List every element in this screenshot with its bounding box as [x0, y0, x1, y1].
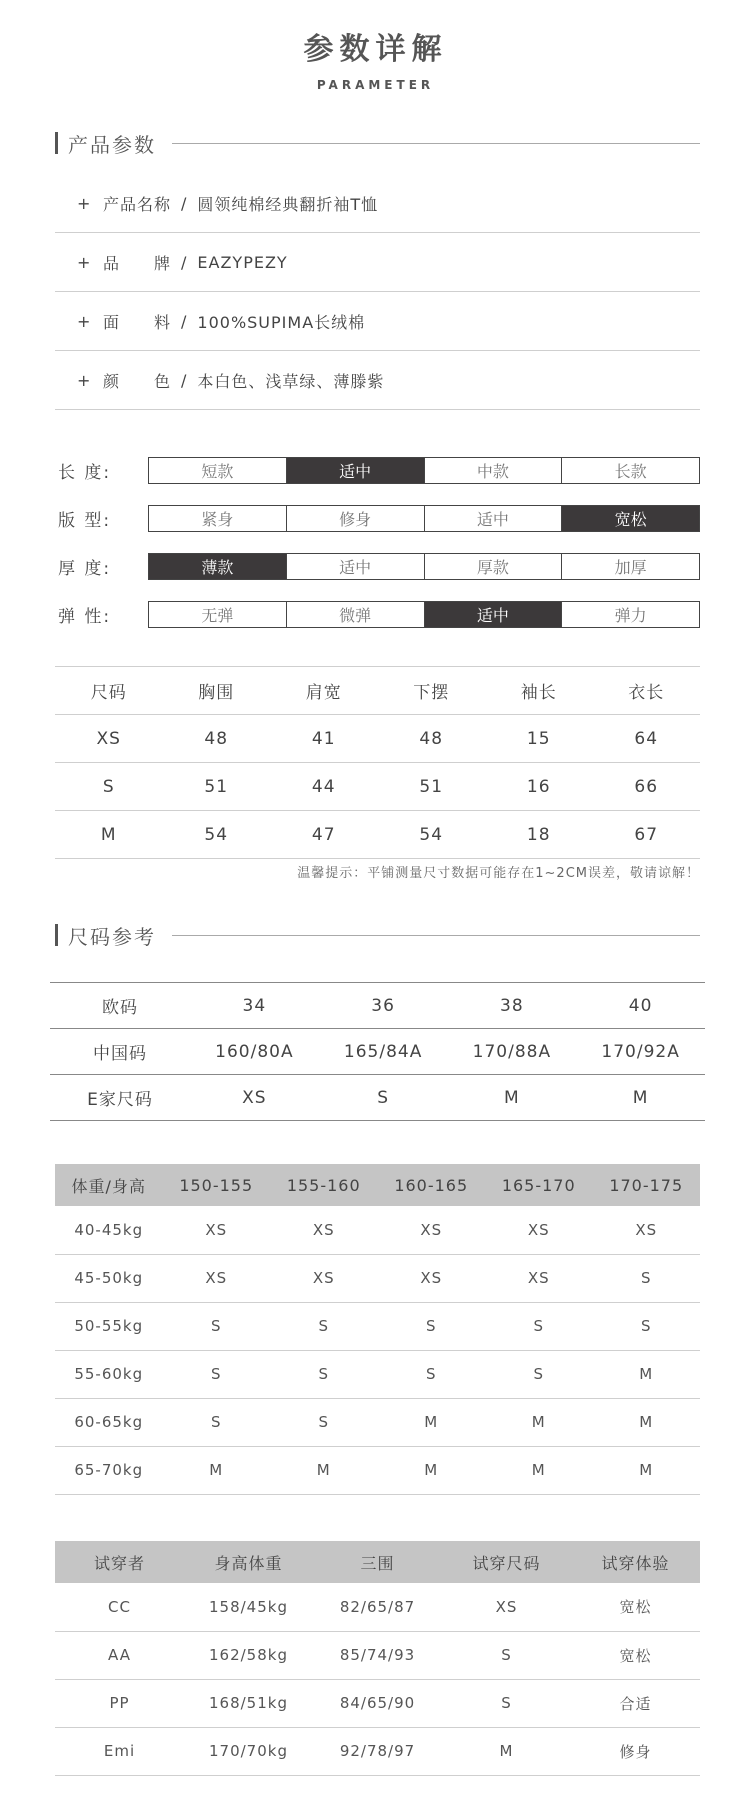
- table-cell: 36: [319, 983, 448, 1029]
- param-key: 颜 色: [103, 371, 172, 391]
- table-cell: 60-65kg: [55, 1398, 163, 1446]
- table-header: 体重/身高: [55, 1164, 163, 1206]
- table-header: 肩宽: [270, 667, 378, 715]
- table-cell: S: [485, 1350, 593, 1398]
- table-cell: 中国码: [50, 1029, 190, 1075]
- spec-option: 紧身: [149, 506, 287, 531]
- table-cell: PP: [55, 1679, 184, 1727]
- table-header-row: [55, 1164, 700, 1206]
- table-row: [55, 1302, 700, 1350]
- param-value: EAZYPEZY: [197, 252, 288, 272]
- table-cell: S: [442, 1631, 571, 1679]
- table-cell: M: [270, 1446, 378, 1494]
- table-cell: 162/58kg: [184, 1631, 313, 1679]
- table-cell: 欧码: [50, 983, 190, 1029]
- table-cell: 160/80A: [190, 1029, 319, 1075]
- table-cell: AA: [55, 1631, 184, 1679]
- table-cell: S: [270, 1350, 378, 1398]
- param-row-fabric: [55, 292, 700, 351]
- spec-option: 适中: [287, 554, 425, 579]
- param-row-brand: [55, 233, 700, 292]
- spec-scales: [58, 446, 700, 638]
- spec-option: 薄款: [149, 554, 287, 579]
- measurement-tip: 温馨提示：平铺测量尺寸数据可能存在1~2CM误差，敬请谅解！: [297, 866, 700, 881]
- param-separator: /: [181, 193, 188, 213]
- table-cell: XS: [163, 1254, 271, 1302]
- table-cell: S: [442, 1679, 571, 1727]
- spec-label: 厚 度:: [58, 558, 112, 579]
- table-cell: M: [593, 1446, 701, 1494]
- table-cell: 47: [270, 811, 378, 859]
- table-cell: S: [593, 1302, 701, 1350]
- table-cell: 84/65/90: [313, 1679, 442, 1727]
- plus-icon: +: [77, 193, 92, 213]
- spec-option: 适中: [287, 458, 425, 483]
- table-cell: XS: [593, 1206, 701, 1254]
- spec-option: 微弹: [287, 602, 425, 627]
- table-cell: XS: [485, 1206, 593, 1254]
- table-cell: Emi: [55, 1727, 184, 1775]
- table-row: [55, 1446, 700, 1494]
- table-cell: 38: [448, 983, 577, 1029]
- spec-option: 加厚: [614, 557, 647, 577]
- table-header: 170-175: [593, 1164, 701, 1206]
- table-cell: 51: [163, 763, 271, 811]
- param-row-color: [55, 351, 700, 410]
- product-section-title: 产品参数: [68, 132, 156, 157]
- table-cell: S: [163, 1302, 271, 1350]
- heading-divider: [172, 935, 700, 936]
- param-value: 本白色、浅草绿、薄滕紫: [197, 371, 385, 391]
- spec-option: 弹力: [614, 605, 647, 625]
- spec-row-fit: [58, 494, 700, 542]
- table-cell: M: [593, 1398, 701, 1446]
- product-param-list: [55, 174, 700, 410]
- table-cell: M: [163, 1446, 271, 1494]
- table-cell: 40-45kg: [55, 1206, 163, 1254]
- table-cell: M: [485, 1398, 593, 1446]
- table-cell: 16: [485, 763, 593, 811]
- param-key: 品 牌: [103, 253, 172, 273]
- table-cell: 165/84A: [319, 1029, 448, 1075]
- table-cell: 55-60kg: [55, 1350, 163, 1398]
- table-header-row: [55, 1541, 700, 1583]
- table-header-row: [55, 667, 700, 715]
- table-header: 袖长: [485, 667, 593, 715]
- table-cell: S: [485, 1302, 593, 1350]
- table-header: 试穿尺码: [442, 1541, 571, 1583]
- spec-options: [148, 553, 700, 580]
- table-cell: M: [576, 1075, 705, 1121]
- table-header: 尺码: [55, 667, 163, 715]
- spec-row-thickness: [58, 542, 700, 590]
- spec-option: 厚款: [425, 554, 563, 579]
- table-cell: 65-70kg: [55, 1446, 163, 1494]
- table-header: 身高体重: [184, 1541, 313, 1583]
- spec-options: [148, 505, 700, 532]
- table-cell: 41: [270, 715, 378, 763]
- table-row: [55, 1631, 700, 1679]
- param-key: 面 料: [103, 312, 172, 332]
- table-cell: S: [378, 1302, 486, 1350]
- table-cell: XS: [190, 1075, 319, 1121]
- param-key: 产品名称: [103, 194, 172, 214]
- reference-section-heading: [55, 920, 700, 950]
- product-section-heading: [55, 128, 700, 158]
- table-cell: M: [448, 1075, 577, 1121]
- table-cell: XS: [163, 1206, 271, 1254]
- table-cell: S: [163, 1398, 271, 1446]
- table-cell: M: [55, 811, 163, 859]
- table-cell: 44: [270, 763, 378, 811]
- table-cell: 85/74/93: [313, 1631, 442, 1679]
- param-separator: /: [181, 370, 188, 390]
- param-value: 圆领纯棉经典翻折袖T恤: [197, 194, 379, 214]
- heading-bar: [55, 132, 58, 154]
- try-on-table: [55, 1541, 700, 1776]
- table-cell: M: [485, 1446, 593, 1494]
- plus-icon: +: [77, 370, 92, 390]
- table-cell: XS: [485, 1254, 593, 1302]
- table-cell: S: [270, 1302, 378, 1350]
- heading-bar: [55, 924, 58, 946]
- table-cell: 34: [190, 983, 319, 1029]
- table-row: [55, 1350, 700, 1398]
- table-cell: S: [55, 763, 163, 811]
- table-row: [55, 811, 700, 859]
- param-separator: /: [181, 252, 188, 272]
- spec-option: 无弹: [149, 602, 287, 627]
- reference-section-title: 尺码参考: [68, 924, 156, 949]
- page-subtitle: PARAMETER: [316, 78, 435, 92]
- table-row: [50, 1075, 705, 1121]
- table-cell: 50-55kg: [55, 1302, 163, 1350]
- param-value: 100%SUPIMA长绒棉: [197, 312, 366, 332]
- table-cell: 48: [378, 715, 486, 763]
- table-cell: 67: [593, 811, 701, 859]
- table-cell: 54: [163, 811, 271, 859]
- table-cell: 15: [485, 715, 593, 763]
- table-cell: 45-50kg: [55, 1254, 163, 1302]
- spec-option: 适中: [425, 602, 563, 627]
- table-cell: E家尺码: [50, 1075, 190, 1121]
- spec-option: 宽松: [562, 506, 699, 531]
- page-title: 参数详解: [303, 32, 448, 67]
- spec-option: 适中: [425, 506, 563, 531]
- table-header: 胸围: [163, 667, 271, 715]
- table-row: [55, 1398, 700, 1446]
- table-cell: 170/70kg: [184, 1727, 313, 1775]
- param-separator: /: [181, 311, 188, 331]
- table-cell: M: [593, 1350, 701, 1398]
- table-cell: CC: [55, 1583, 184, 1631]
- table-cell: XS: [270, 1206, 378, 1254]
- table-header: 165-170: [485, 1164, 593, 1206]
- table-cell: 92/78/97: [313, 1727, 442, 1775]
- table-row: [50, 1029, 705, 1075]
- table-cell: 54: [378, 811, 486, 859]
- table-cell: XS: [378, 1206, 486, 1254]
- table-cell: M: [378, 1398, 486, 1446]
- spec-options: [148, 601, 700, 628]
- table-row: [50, 983, 705, 1029]
- table-cell: 158/45kg: [184, 1583, 313, 1631]
- spec-label: 版 型:: [58, 510, 112, 531]
- table-row: [55, 1727, 700, 1775]
- table-row: [55, 1254, 700, 1302]
- spec-option: 长款: [614, 461, 647, 481]
- size-reference-table: [50, 982, 705, 1121]
- table-header: 三围: [313, 1541, 442, 1583]
- table-cell: 170/92A: [576, 1029, 705, 1075]
- table-cell: 18: [485, 811, 593, 859]
- table-header: 下摆: [378, 667, 486, 715]
- table-header: 160-165: [378, 1164, 486, 1206]
- spec-options: [148, 457, 700, 484]
- table-cell: 66: [593, 763, 701, 811]
- table-header: 155-160: [270, 1164, 378, 1206]
- table-cell: S: [163, 1350, 271, 1398]
- table-header: 衣长: [593, 667, 701, 715]
- table-cell: 170/88A: [448, 1029, 577, 1075]
- spec-row-length: [58, 446, 700, 494]
- table-cell: XS: [442, 1583, 571, 1631]
- plus-icon: +: [77, 252, 92, 272]
- spec-option: 短款: [149, 458, 287, 483]
- table-cell: S: [319, 1075, 448, 1121]
- weight-height-table: [55, 1164, 700, 1495]
- spec-option: 中款: [425, 458, 563, 483]
- table-header: 试穿者: [55, 1541, 184, 1583]
- size-table: [55, 666, 700, 859]
- table-row: [55, 1583, 700, 1631]
- table-cell: XS: [378, 1254, 486, 1302]
- table-cell: 40: [576, 983, 705, 1029]
- table-cell: 64: [593, 715, 701, 763]
- table-cell: 宽松: [571, 1583, 700, 1631]
- plus-icon: +: [77, 311, 92, 331]
- spec-row-elasticity: [58, 590, 700, 638]
- table-row: [55, 763, 700, 811]
- spec-label: 弹 性:: [58, 606, 112, 627]
- table-row: [55, 1206, 700, 1254]
- table-cell: XS: [55, 715, 163, 763]
- table-cell: S: [270, 1398, 378, 1446]
- table-header: 150-155: [163, 1164, 271, 1206]
- table-cell: 合适: [571, 1679, 700, 1727]
- table-cell: 宽松: [571, 1631, 700, 1679]
- table-cell: M: [442, 1727, 571, 1775]
- spec-label: 长 度:: [58, 462, 112, 483]
- table-row: [55, 1679, 700, 1727]
- spec-option: 修身: [287, 506, 425, 531]
- table-cell: 168/51kg: [184, 1679, 313, 1727]
- table-header: 试穿体验: [571, 1541, 700, 1583]
- table-cell: XS: [270, 1254, 378, 1302]
- table-cell: S: [593, 1254, 701, 1302]
- table-cell: 51: [378, 763, 486, 811]
- heading-divider: [172, 143, 700, 144]
- table-cell: 82/65/87: [313, 1583, 442, 1631]
- table-row: [55, 715, 700, 763]
- param-row-name: [55, 174, 700, 233]
- table-cell: 48: [163, 715, 271, 763]
- table-cell: 修身: [571, 1727, 700, 1775]
- table-cell: S: [378, 1350, 486, 1398]
- table-cell: M: [378, 1446, 486, 1494]
